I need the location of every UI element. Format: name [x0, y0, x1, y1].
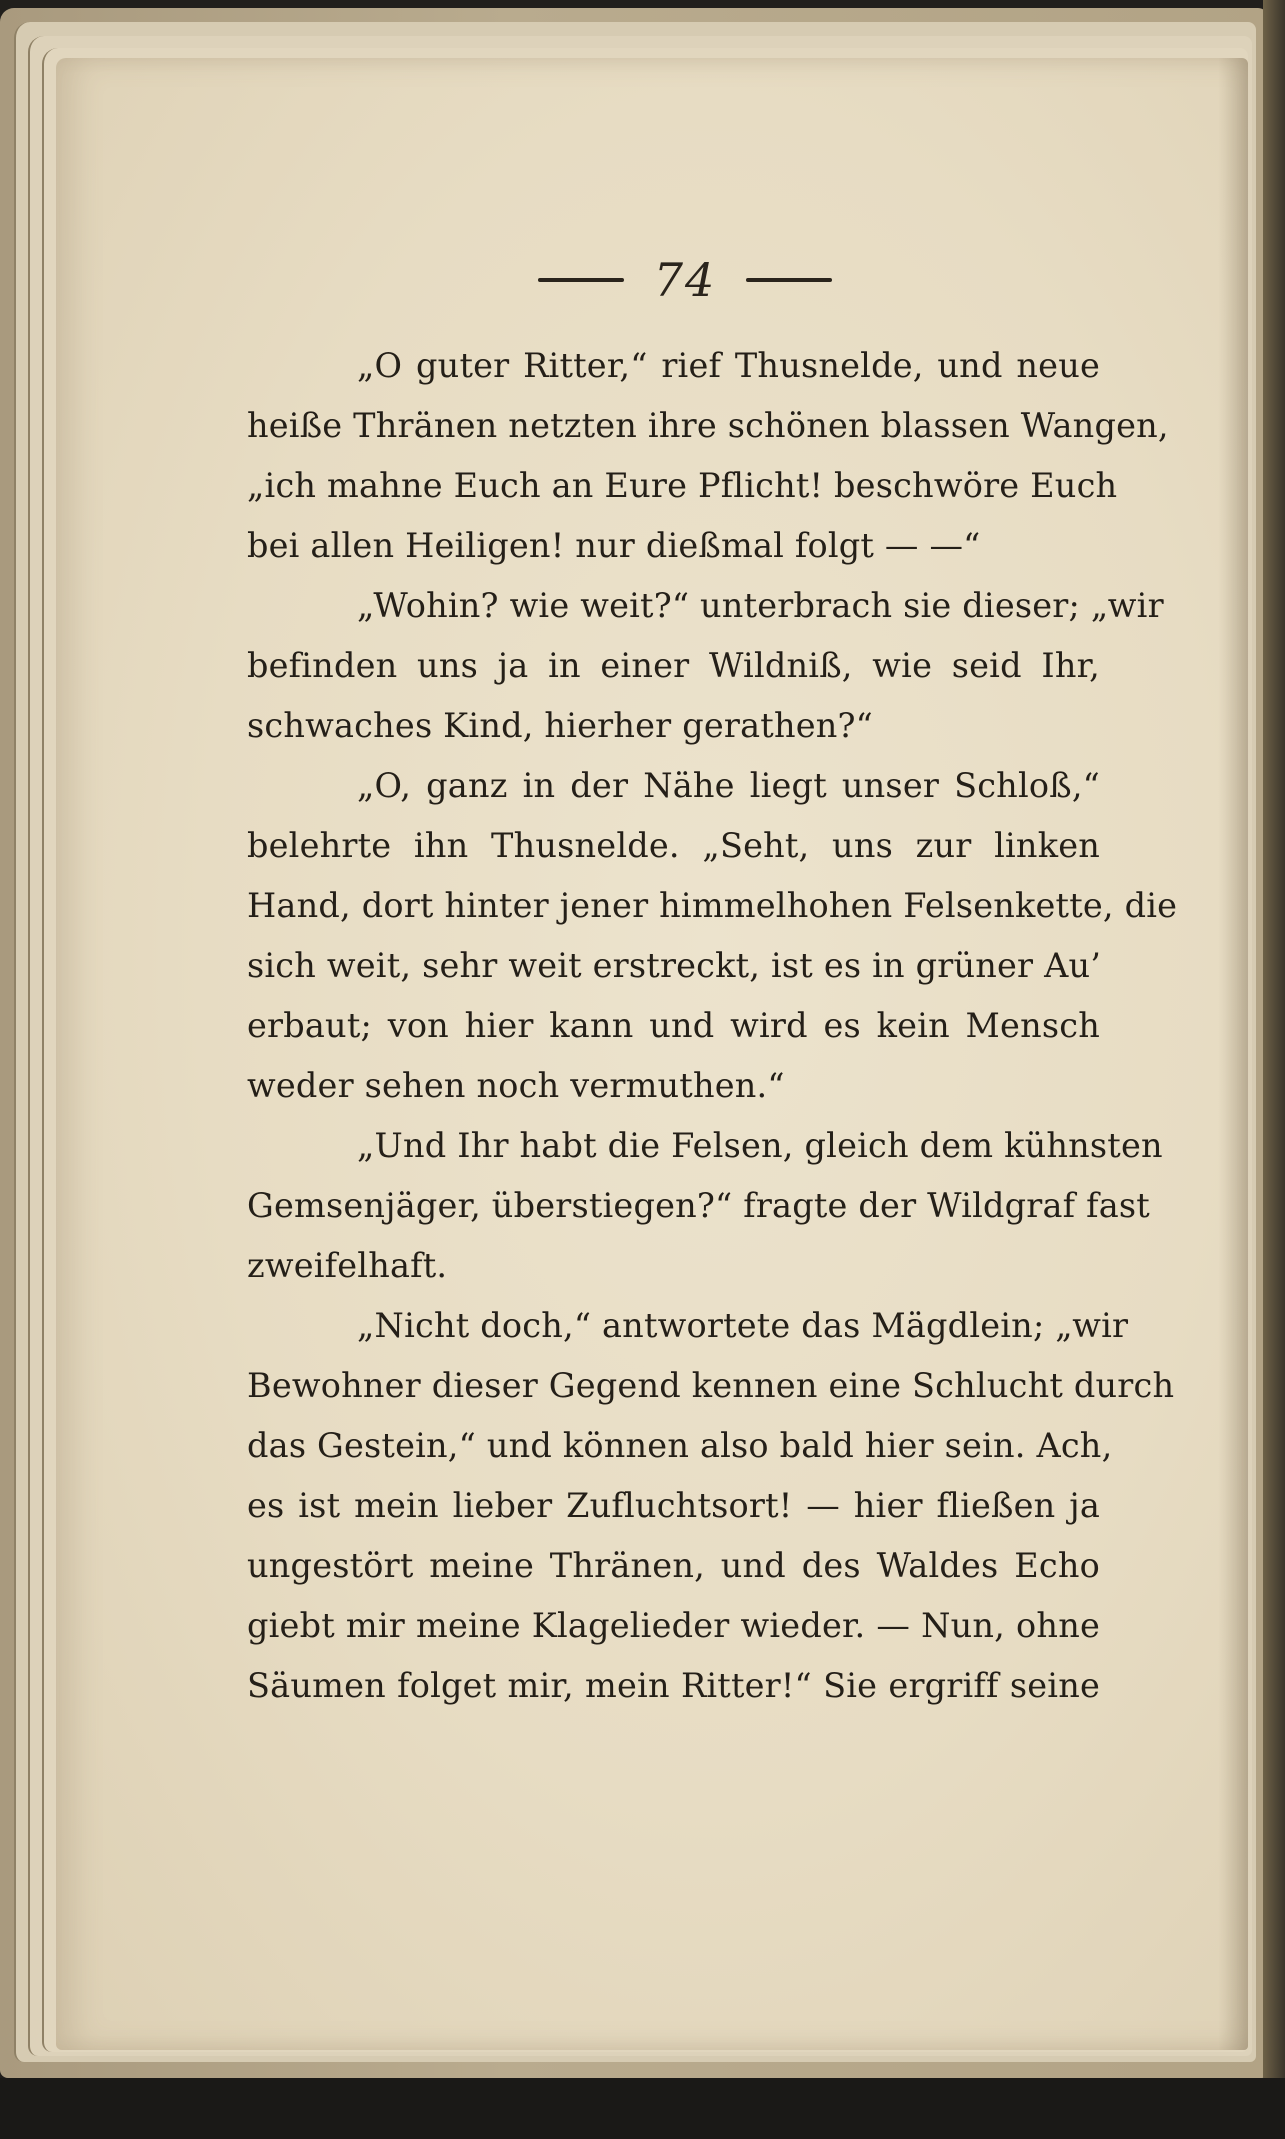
spine-shadow: [1218, 58, 1248, 2050]
text-line: sich weit, sehr weit erstreckt, ist es in grüner Au’: [247, 946, 1102, 985]
page-number: 74: [653, 253, 717, 307]
text-line: „ich mahne Euch an Eure Pflicht! beschwöre Euch: [247, 466, 1118, 505]
text-line: weder sehen noch vermuthen.“: [247, 1066, 785, 1105]
text-line: schwaches Kind, hierher gerathen?“: [247, 706, 874, 745]
text-line: befinden uns ja in einer Wildniß, wie seid Ihr,: [247, 646, 1100, 685]
header-rule-left: [538, 278, 624, 282]
text-line: Gemsenjäger, überstiegen?“ fragte der Wildgraf fast: [247, 1186, 1150, 1225]
text-line: „Nicht doch,“ antwortete das Mägdlein; „wir: [357, 1306, 1129, 1345]
text-line: das Gestein,“ und können also bald hier sein. Ach,: [247, 1426, 1113, 1465]
text-line: „Wohin? wie weit?“ unterbrach sie dieser; „wir: [357, 586, 1164, 625]
text-line: heiße Thränen netzten ihre schönen blassen Wangen,: [247, 406, 1169, 445]
header-rule-right: [746, 278, 832, 282]
text-line: „O, ganz in der Nähe liegt unser Schloß,“: [357, 766, 1100, 805]
page-header: [520, 250, 850, 310]
text-line: belehrte ihn Thusnelde. „Seht, uns zur linken: [247, 826, 1100, 865]
binding-strip: [1263, 0, 1285, 2139]
text-line: „O guter Ritter,“ rief Thusnelde, und neue: [357, 346, 1100, 385]
text-line: ungestört meine Thränen, und des Waldes Echo: [247, 1546, 1100, 1585]
text-line: Bewohner dieser Gegend kennen eine Schlucht durch: [247, 1366, 1175, 1405]
scan-background-bottom: [0, 2078, 1285, 2139]
text-line: Säumen folget mir, mein Ritter!“ Sie ergriff seine: [247, 1666, 1100, 1705]
text-line: giebt mir meine Klagelieder wieder. — Nun, ohne: [247, 1606, 1100, 1645]
text-line: „Und Ihr habt die Felsen, gleich dem kühnsten: [357, 1126, 1163, 1165]
text-line: Hand, dort hinter jener himmelhohen Felsenkette, die: [247, 886, 1178, 925]
text-line: es ist mein lieber Zufluchtsort! — hier fließen ja: [247, 1486, 1100, 1525]
text-line: bei allen Heiligen! nur dießmal folgt — —“: [247, 526, 981, 565]
text-line: erbaut; von hier kann und wird es kein Mensch: [247, 1006, 1100, 1045]
text-line: zweifelhaft.: [247, 1246, 448, 1285]
